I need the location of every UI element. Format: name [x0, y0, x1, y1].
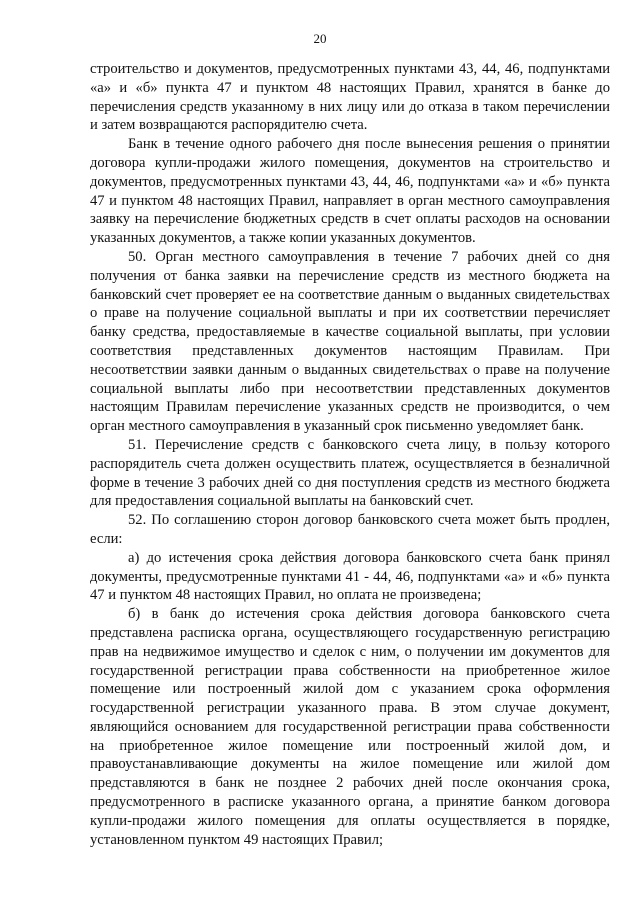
paragraph: а) до истечения срока действия договора банковского счета банк принял документы, предусмотренные пунктами 41 - 44, 46, подпунктами «а» и «б» пункта 47 и пунктом 48 настоящих Правил, но оплата не произведена;	[90, 549, 610, 604]
paragraph: 52. По соглашению сторон договор банковского счета может быть продлен, если:	[90, 512, 610, 547]
paragraph: строительство и документов, предусмотренных пунктами 43, 44, 46, подпунктами «а» и «б» пункта 47 и пунктом 48 настоящих Правил, хранятся в банке до перечисления средств указанному в них лицу или до отказа в таком перечислении и затем возвращаются распорядителю счета.	[90, 61, 610, 134]
page-number: 20	[313, 31, 327, 46]
document-body	[90, 60, 610, 849]
paragraph: б) в банк до истечения срока действия договора банковского счета представлена расписка органа, осуществляющего государственную регистрацию прав на недвижимое имущество и сделок с ним, о получении им документов для государственной регистрации права собственности на приобретенное жилое помещение или построенный жилой дом с указанием срока оформления государственной регистрации указанного права. В этом случае документ, являющийся основанием для государственной регистрации права собственности на приобретенное жилое помещение или построенный жилой дом, и правоустанавливающие документы на жилое помещение или жилой дом представляются в банк не позднее 2 рабочих дней после окончания срока, предусмотренного в расписке указанного органа, а принятие банком договора купли-продажи жилого помещения для оплаты осуществляется в порядке, установленном пунктом 49 настоящих Правил;	[90, 606, 610, 848]
paragraph: Банк в течение одного рабочего дня после вынесения решения о принятии договора купли-продажи жилого помещения, документов на строительство и документов, предусмотренных пунктами 43, 44, 46, подпунктами «а» и «б» пункта 47 и пунктом 48 настоящих Правил, направляет в орган местного самоуправления заявку на перечисление бюджетных средств в счет оплаты расходов на основании указанных документов, а также копии указанных документов.	[90, 136, 610, 247]
paragraph: 50. Орган местного самоуправления в течение 7 рабочих дней со дня получения от банка заявки на перечисление средств из местного бюджета на банковский счет проверяет ее на соответствие данным о выданных свидетельствах о праве на получение социальной выплаты и при их соответствии перечисляет банку средства, предоставляемые в качестве социальной выплаты, при условии соответствия представленных документов настоящим Правилам. При несоответствии заявки данным о выданных свидетельствах о праве на получение социальной выплаты либо при несоответствии представленных документов настоящим Правилам перечисление указанных средств не производится, о чем орган местного самоуправления в указанный срок письменно уведомляет банк.	[90, 248, 610, 435]
paragraph: 51. Перечисление средств с банковского счета лицу, в пользу которого распорядитель счета должен осуществить платеж, осуществляется в безналичной форме в течение 3 рабочих дней со дня поступления средств из местного бюджета для предоставления социальной выплаты на банковский счет.	[90, 436, 610, 510]
